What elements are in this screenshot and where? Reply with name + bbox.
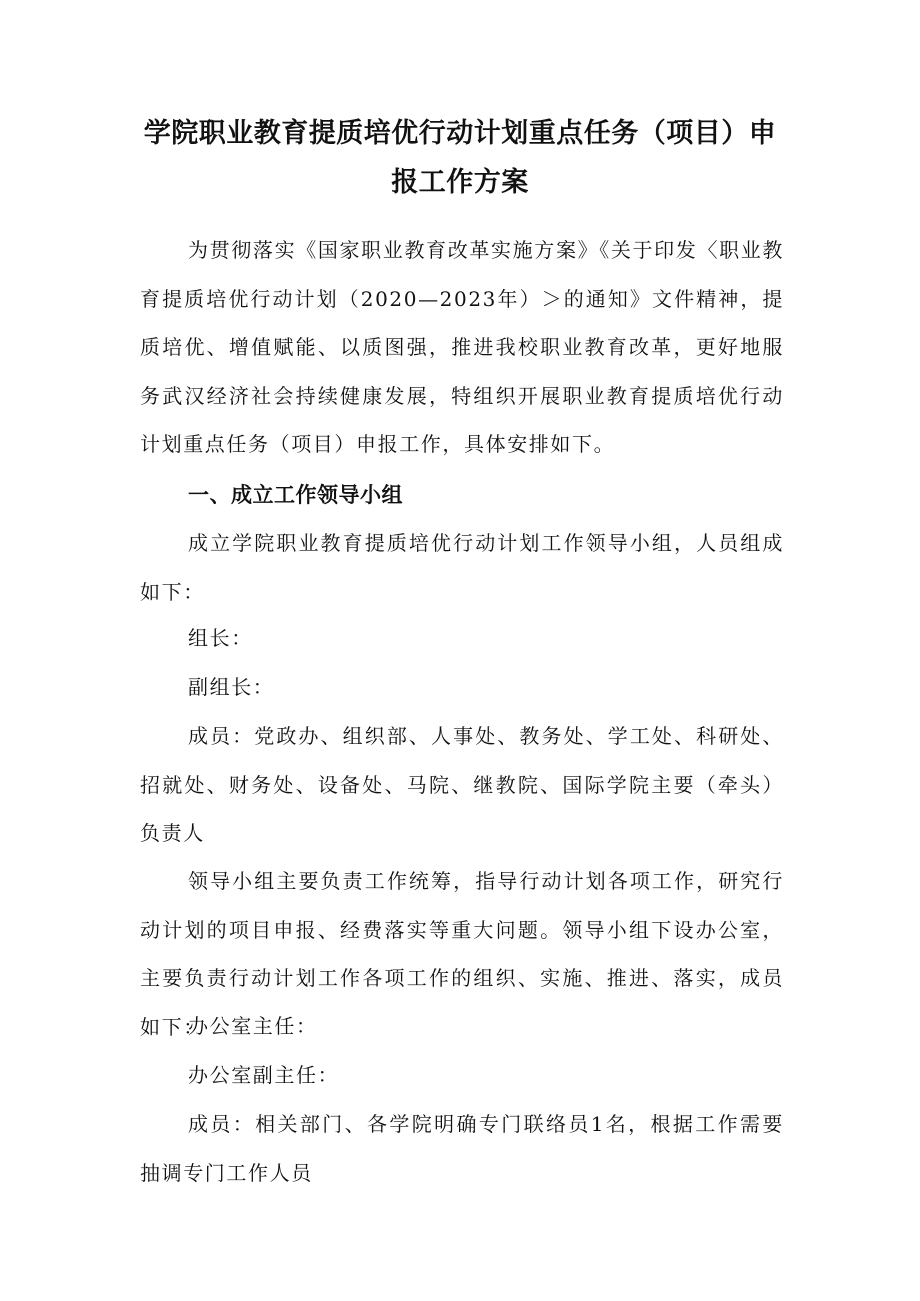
leadership-group-paragraph: 成立学院职业教育提质培优行动计划工作领导小组，人员组成如下： xyxy=(140,531,784,604)
group-members-paragraph: 成员：党政办、组织部、人事处、教务处、学工处、科研处、招就处、财务处、设备处、马院、继教院、国际学院主要（牵头）负责人 xyxy=(140,724,784,845)
group-leader-line: 组长： xyxy=(188,626,253,650)
document-title-line-1: 学院职业教育提质培优行动计划重点任务（项目）申 xyxy=(143,118,777,149)
document-title-line-2: 报工作方案 xyxy=(391,167,529,198)
deputy-leader-line: 副组长： xyxy=(188,675,275,699)
office-deputy-director-line: 办公室副主任： xyxy=(188,1063,340,1087)
group-duties-paragraph: 领导小组主要负责工作统筹，指导行动计划各项工作，研究行动计划的项目申报、经费落实等重大问题。领导小组下设办公室，主要负责行动计划工作各项工作的组织、实施、推进、落实，成员如下： xyxy=(140,869,784,1039)
intro-paragraph: 为贯彻落实《国家职业教育改革实施方案》《关于印发〈职业教育提质培优行动计划（2020—2023年）＞的通知》文件精神，提质培优、增值赋能、以质图强，推进我校职业教育改革，更好地服务武汉经济社会持续健康发展，特组织开展职业教育提质培优行动计划重点任务（项目）申报工作，具体安排如下。 xyxy=(140,238,784,456)
office-members-paragraph: 成员：相关部门、各学院明确专门联络员1名，根据工作需要抽调专门工作人员 xyxy=(140,1112,784,1185)
section-1-heading: 一、成立工作领导小组 xyxy=(188,483,403,507)
office-director-line: 办公室主任： xyxy=(188,1014,318,1038)
